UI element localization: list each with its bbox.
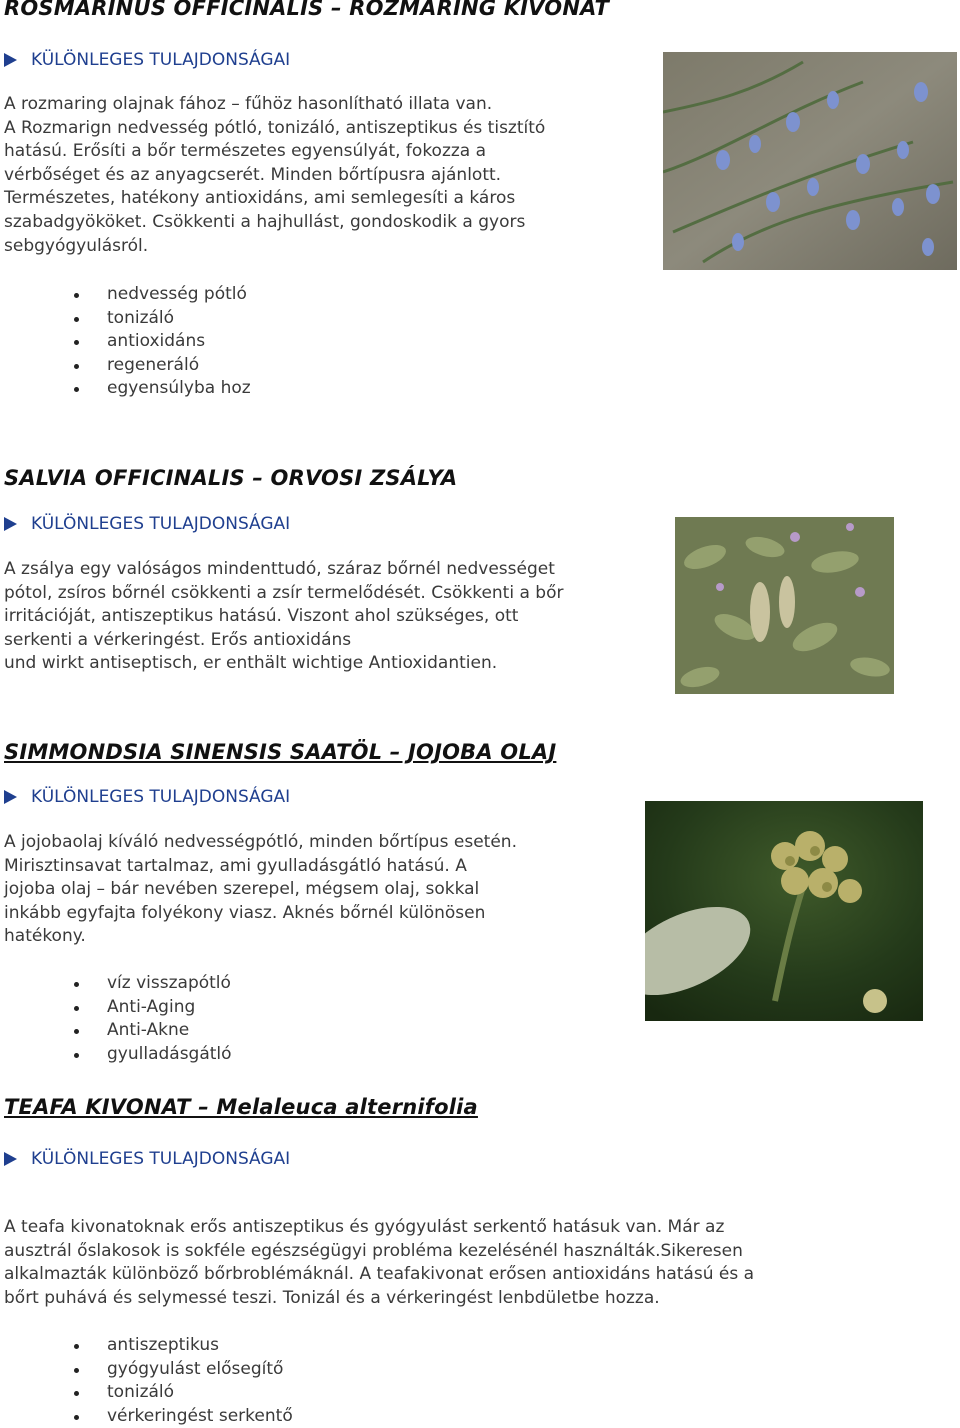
subtitle-text: KÜLÖNLEGES TULAJDONSÁGAI <box>31 514 291 534</box>
section-title-teafa: TEAFA KIVONAT – Melaleuca alternifolia <box>4 1095 478 1119</box>
list-item: víz visszapótló <box>4 972 232 996</box>
list-item: egyensúlyba hoz <box>4 377 251 401</box>
section-paragraph <box>4 1216 754 1310</box>
right-triangle-icon <box>4 1152 17 1166</box>
property-bullet-list <box>4 283 251 401</box>
paragraph-line: inkább egyfajta folyékony viasz. Aknés bőrnél különösen <box>4 902 486 923</box>
subtitle-text: KÜLÖNLEGES TULAJDONSÁGAI <box>31 1149 291 1169</box>
right-triangle-icon <box>4 53 17 67</box>
list-item: Anti-Akne <box>4 1019 232 1043</box>
list-item: tonizáló <box>4 307 251 331</box>
section-paragraph <box>4 831 517 949</box>
list-item: nedvesség pótló <box>4 283 251 307</box>
section-title-salvia: SALVIA OFFICINALIS – ORVOSI ZSÁLYA <box>4 466 458 490</box>
list-item: vérkeringést serkentő <box>4 1405 293 1428</box>
paragraph-line: serkenti a vérkeringést. Erős antioxidáns <box>4 629 352 650</box>
paragraph-line: A rozmaring olajnak fához – fűhöz hasonlítható illata van. <box>4 94 493 114</box>
sage-photo <box>675 517 894 694</box>
paragraph-line: szabadgyököket. Csökkenti a hajhullást, gondoskodik a gyors <box>4 211 526 232</box>
list-item: tonizáló <box>4 1381 293 1405</box>
section-title-rosmarinus: ROSMARINUS OFFICINALIS – ROZMARING KIVONAT <box>4 0 610 20</box>
property-bullet-list <box>4 1334 293 1428</box>
list-item: antioxidáns <box>4 330 251 354</box>
paragraph-line: A Rozmarign nedvesség pótló, tonizáló, antiszeptikus és tisztító <box>4 117 546 138</box>
property-bullet-list <box>4 972 232 1066</box>
paragraph-line: ausztrál őslakosok is sokféle egészségügyi probléma kezelésénél használták.Sikeresen <box>4 1240 743 1261</box>
paragraph-line: hatékony. <box>4 926 86 947</box>
list-item: antiszeptikus <box>4 1334 293 1358</box>
section-subtitle <box>4 787 290 807</box>
paragraph-line: irritációját, antiszeptikus hatású. Viszont ahol szükséges, ott <box>4 606 519 627</box>
paragraph-line: und wirkt antiseptisch, er enthält wichtige Antioxidantien. <box>4 653 498 674</box>
paragraph-line: A zsálya egy valóságos mindenttudó, száraz bőrnél nedvességet <box>4 559 555 579</box>
section-subtitle <box>4 1149 290 1169</box>
list-item: regeneráló <box>4 354 251 378</box>
paragraph-line: hatású. Erősíti a bőr természetes egyensúlyát, fokozza a <box>4 141 487 162</box>
paragraph-line: vérbőséget és az anyagcserét. Minden bőrtípusra ajánlott. <box>4 164 502 185</box>
subtitle-text: KÜLÖNLEGES TULAJDONSÁGAI <box>31 50 291 70</box>
list-item: gyógyulást elősegítő <box>4 1358 293 1382</box>
paragraph-line: bőrt puhává és selymessé teszi. Tonizál és a vérkeringést lenbdületbe hozza. <box>4 1287 660 1308</box>
paragraph-line: Természetes, hatékony antioxidáns, ami semlegesíti a káros <box>4 188 516 209</box>
paragraph-line: A teafa kivonatoknak erős antiszeptikus és gyógyulást serkentő hatásuk van. Már az <box>4 1217 725 1237</box>
right-triangle-icon <box>4 790 17 804</box>
right-triangle-icon <box>4 517 17 531</box>
list-item: gyulladásgátló <box>4 1043 232 1067</box>
paragraph-line: Mirisztinsavat tartalmaz, ami gyulladásgátló hatású. A <box>4 855 467 876</box>
section-subtitle <box>4 514 290 534</box>
section-paragraph <box>4 558 563 676</box>
jojoba-photo <box>645 801 923 1021</box>
paragraph-line: alkalmazták különböző bőrbroblémáknál. A teafakivonat erősen antioxidáns hatású és a <box>4 1264 755 1285</box>
paragraph-line: pótol, zsíros bőrnél csökkenti a zsír termelődését. Csökkenti a bőr <box>4 582 564 603</box>
paragraph-line: jojoba olaj – bár nevében szerepel, mégsem olaj, sokkal <box>4 879 480 900</box>
section-subtitle <box>4 50 290 70</box>
rosemary-photo <box>663 52 957 270</box>
section-title-simmondsia: SIMMONDSIA SINENSIS SAATÖL – JOJOBA OLAJ <box>4 740 557 764</box>
list-item: Anti-Aging <box>4 996 232 1020</box>
subtitle-text: KÜLÖNLEGES TULAJDONSÁGAI <box>31 787 291 807</box>
section-paragraph <box>4 93 545 258</box>
paragraph-line: sebgyógyulásról. <box>4 235 149 256</box>
paragraph-line: A jojobaolaj kíváló nedvességpótló, minden bőrtípus esetén. <box>4 832 517 852</box>
